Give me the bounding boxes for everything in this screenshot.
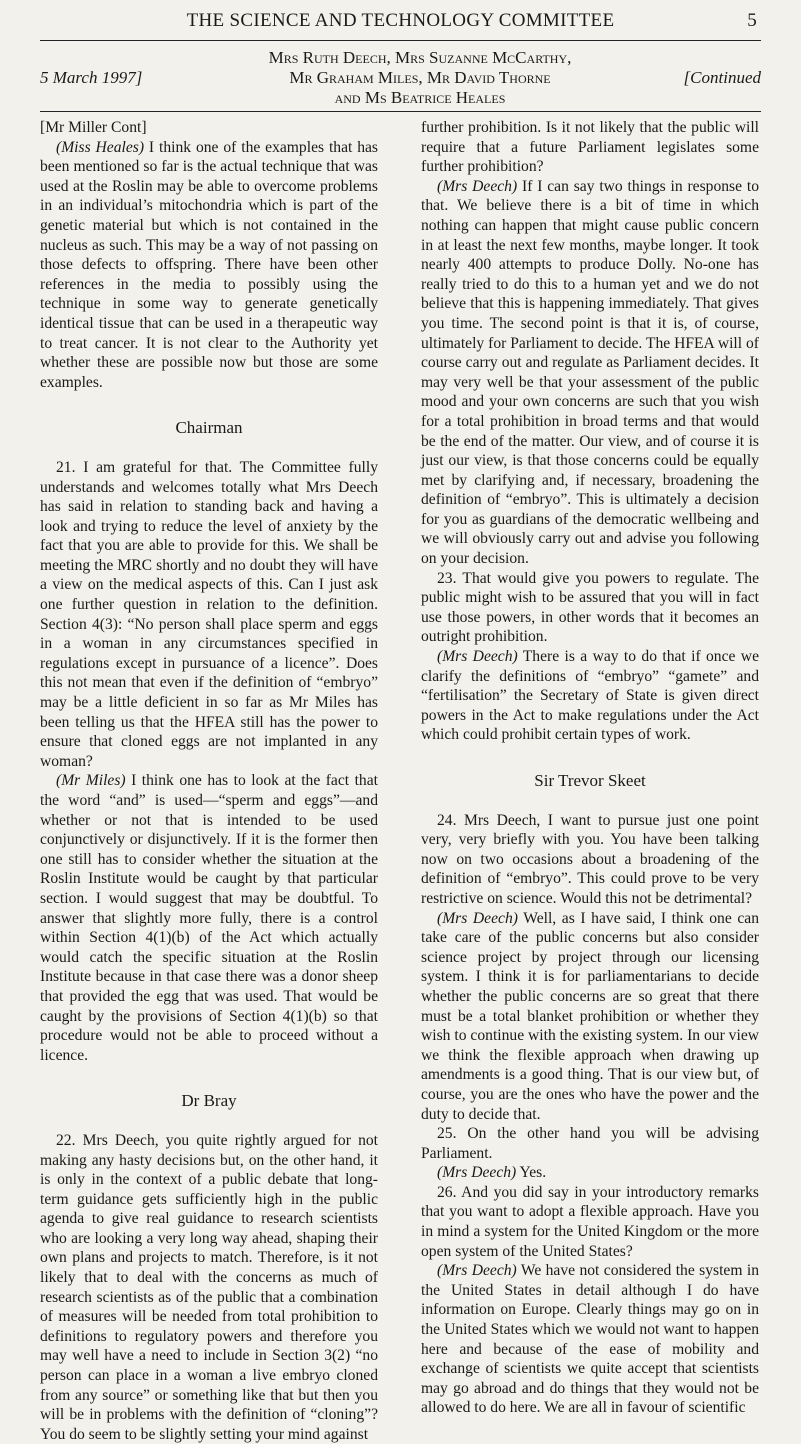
witnesses-heading (200, 48, 640, 108)
witness-name: (Mrs Deech) (437, 1164, 517, 1182)
answer-text: I think one of the examples that has been mentioned so far is the actual technique that was used at the Roslin may be able to overcome problems in an individual’s mitochondria which is part of the genetic material but which is not contained in the nucleus as such. This may be a way of not passing on those defects to offspring. There have been other references in the media to possibly using the technique in some way to generate genetically identical tissue that can be used in a therapeutic way to treat cancer. It is not clear to the Authority yet whether these are possible now but those are some examples. (40, 138, 378, 391)
paragraph-answer-deech-24 (421, 909, 759, 1125)
witness-name: (Mr Miles) (56, 772, 126, 790)
right-column (421, 118, 759, 1418)
paragraph-21: 21. I am grateful for that. The Committee fully understands and welcomes totally what Mrs Deech has said in relation to standing back and having a look and trying to reduce the level of anxiety by the fact that you are able to provide for this. We shall be meeting the MRC shortly and no doubt they will have a view on the medical aspects of this. Can I just ask one further question in relation to the definition. Section 4(3): “No person shall place sperm and eggs in a woman in any circumstances specified in regulations except in pursuance of a licence”. Does this not mean that even if the definition of “embryo” may be a little deficient in so far as Mr Miles has been telling us that the HFEA still has the power to ensure that cloned eggs are not implanted in any woman? (40, 458, 378, 770)
running-head (40, 10, 761, 38)
witness-name: (Mrs Deech) (437, 648, 518, 666)
speaker-heading-skeet: Sir Trevor Skeet (534, 771, 646, 790)
paragraph-25: 25. On the other hand you will be advising Parliament. (421, 1125, 759, 1162)
left-column (40, 118, 378, 1444)
paragraph-answer-heales (40, 138, 378, 393)
witness-name: (Mrs Deech) (437, 1262, 517, 1280)
witnesses-line-2: Mr Graham Miles, Mr David Thorne (289, 68, 551, 87)
paragraph-26: 26. And you did say in your introductory remarks that you want to adopt a flexible approach. Have you in mind a system for the United Kingdom or the more open system of the United States? (421, 1183, 759, 1260)
paragraph-answer-deech-26 (421, 1261, 759, 1418)
witness-name: (Mrs Deech) (437, 909, 518, 927)
witnesses-line-3: and Ms Beatrice Heales (334, 88, 506, 107)
committee-title: THE SCIENCE AND TECHNOLOGY COMMITTEE (186, 10, 615, 31)
continued-label: [Continued (683, 68, 761, 87)
speaker-continued: [Mr Miller Cont] (40, 119, 147, 136)
speaker-heading-chairman: Chairman (175, 418, 243, 438)
paragraph-23: 23. That would give you powers to regulate. The public might wish to be assured that you will in fact use those powers, in other words that it becomes an outright prohibition. (421, 569, 759, 646)
answer-text: We have not considered the system in the United States in detail although I do have information on Europe. Clearly things may go on in the United States which we would not want to happen here and because of the ease of mobility and exchange of scientists we quite accept that scientists may go abroad and do things that they would not be allowed to do here. We are all in favour of scientific (421, 1262, 759, 1417)
paragraph-22-continued: further prohibition. Is it not likely that the public will require that a future Parliament legislates some further prohibition? (421, 119, 759, 176)
witness-name: (Mrs Deech) (437, 177, 518, 195)
answer-text: Yes. (516, 1164, 547, 1182)
paragraph-answer-deech-22 (421, 177, 759, 569)
paragraph-answer-miles (40, 771, 378, 1065)
answer-text: If I can say two things in response to that. We believe there is a bit of time in which nothing can happen that might cause public concern in at least the next few months, maybe longer. It took nearly 400 attempts to produce Dolly. No-one has really tried to do this to a human yet and we do not believe that this is happening immediately. That gives you time. The second point is that it is, of course, ultimately for Parliament to decide. The HFEA will of course carry out and regulate as Parliament decides. It may very well be that your assessment of the public mood and your own concerns are such that you wish for a total prohibition in broad terms and that would be the end of the matter. Our view, and of course it is just our view, is that those concerns could be equally met by clarifying and, if necessary, broadening the definition of “embryo”. This is ultimately a decision for you as guardians of the democratic wellbeing and we will obviously carry out and advise you following on your decision. (421, 177, 759, 568)
answer-text: There is a way to do that if once we clarify the definitions of “embryo” “gamete” and “fertilisation” the Secretary of State is given direct powers in the Act to make regulations under the Act which could prohibit certain types of work. (421, 648, 759, 744)
answer-text: I think one has to look at the fact that the word “and” is used—“sperm and eggs”—and whether or not that is intended to be used conjunctively or disjunctively. If it is the former then one still has to consider whether the situation at the Roslin Institute would be caught by that particular section. I would suggest that may be doubtful. To answer that slightly more fully, there is a control within Section 4(1)(b) of the Act which actually would catch the specific situation at the Roslin Institute because in that case there was a donor sheep that provided the egg that was used. That would be caught by the provisions of Section 4(1)(b) so that procedure would not be able to proceed without a licence. (40, 772, 378, 1064)
paragraph-24: 24. Mrs Deech, I want to pursue just one point very, very briefly with you. You have been talking now on two occasions about a broadening of the definition of “embryo”. This could prove to be very restrictive on science. Would this not be detrimental? (421, 811, 759, 907)
page-number: 5 (747, 10, 757, 31)
witness-name: (Miss Heales) (56, 138, 145, 156)
session-date: 5 March 1997] (40, 68, 143, 87)
answer-text: Well, as I have said, I think one can take care of the public concerns but also consider science project by project through our licensing system. I think it is for parliamentarians to decide whether the public concerns are so great that there must be a total blanket prohibition or whether they wish to continue with the existing system. In our view we think the flexible approach when drawing up amendments is a good thing. That is our view but, of course, you are the ones who have the power and the duty to decide that. (421, 909, 760, 1123)
paragraph-22: 22. Mrs Deech, you quite rightly argued for not making any hasty decisions but, on the other hand, it is only in the context of a public debate that long-term guidance gets sufficiently high in the public agenda to give real guidance to research scientists who are looking a very long way ahead, shaping their own plans and projects to match. Therefore, is it not likely that to deal with the concerns as much of research scientists as of the public that a combination of measures will be needed from total prohibition to definitions to regulatory powers and therefore you may well have a need to include in Section 3(2) “no person can place in a woman a live embryo cloned from any source” or something like that but then you will be in problems with the definition of “cloning”? You do seem to be slightly setting your mind against (40, 1131, 378, 1443)
speaker-heading-bray: Dr Bray (181, 1091, 237, 1111)
heading-rule (40, 111, 761, 112)
witnesses-line-1: Mrs Ruth Deech, Mrs Suzanne McCarthy, (268, 48, 572, 67)
header-rule (40, 40, 761, 41)
paragraph-answer-deech-25 (421, 1163, 759, 1183)
paragraph-answer-deech-23 (421, 647, 759, 745)
